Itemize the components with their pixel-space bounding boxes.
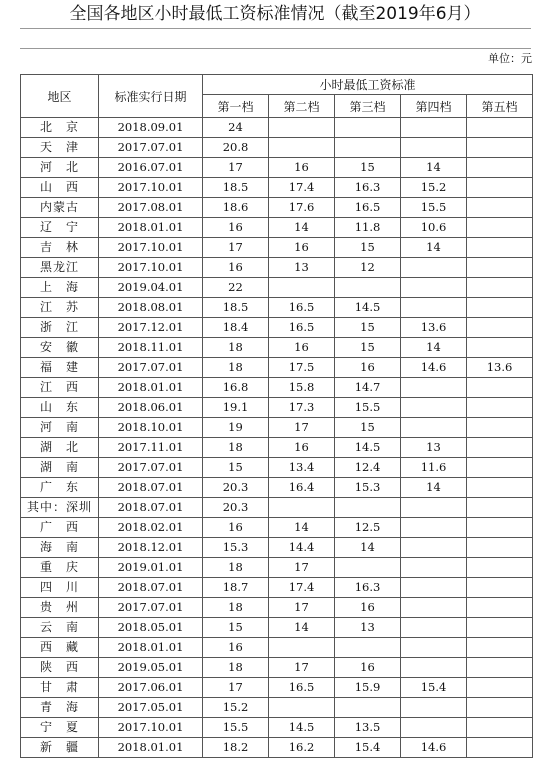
region-cell[interactable]: 河 北	[21, 158, 99, 178]
table-row	[21, 718, 533, 738]
wage-cell-tier-1[interactable]: 15.5	[203, 718, 269, 738]
region-cell[interactable]: 新 疆	[21, 738, 99, 758]
wage-cell-tier-2[interactable]: 16	[269, 238, 335, 258]
wage-cell-tier-1[interactable]: 15	[203, 458, 269, 478]
wage-cell-tier-5[interactable]	[467, 458, 533, 478]
wage-cell-tier-1[interactable]: 18	[203, 438, 269, 458]
region-cell[interactable]: 广 东	[21, 478, 99, 498]
table-row	[21, 138, 533, 158]
table-row	[21, 518, 533, 538]
table-row	[21, 498, 533, 518]
wage-cell-tier-1[interactable]: 20.3	[203, 498, 269, 518]
wage-cell-tier-2[interactable]	[269, 498, 335, 518]
date-cell[interactable]: 2017.10.01	[99, 238, 203, 258]
wage-cell-tier-1[interactable]: 18.5	[203, 298, 269, 318]
region-cell[interactable]: 福 建	[21, 358, 99, 378]
wage-cell-tier-4[interactable]	[401, 298, 467, 318]
wage-cell-tier-4[interactable]	[401, 138, 467, 158]
wage-cell-tier-4[interactable]	[401, 578, 467, 598]
wage-cell-tier-4[interactable]	[401, 398, 467, 418]
wage-cell-tier-2[interactable]: 16.5	[269, 298, 335, 318]
grid-line	[20, 48, 531, 49]
wage-cell-tier-4[interactable]: 14.6	[401, 738, 467, 758]
wage-cell-tier-5[interactable]	[467, 138, 533, 158]
wage-cell-tier-3[interactable]: 13	[335, 618, 401, 638]
wage-cell-tier-1[interactable]: 18	[203, 558, 269, 578]
wage-cell-tier-3[interactable]: 14.5	[335, 438, 401, 458]
wage-cell-tier-4[interactable]: 13	[401, 438, 467, 458]
wage-cell-tier-2[interactable]: 17	[269, 658, 335, 678]
table-row	[21, 278, 533, 298]
header-region: 地区	[21, 75, 99, 118]
wage-cell-tier-5[interactable]	[467, 538, 533, 558]
wage-cell-tier-1[interactable]: 16	[203, 518, 269, 538]
wage-cell-tier-3[interactable]: 16	[335, 598, 401, 618]
date-cell[interactable]: 2016.07.01	[99, 158, 203, 178]
wage-cell-tier-3[interactable]: 15	[335, 238, 401, 258]
date-cell[interactable]: 2018.08.01	[99, 298, 203, 318]
wage-cell-tier-4[interactable]	[401, 118, 467, 138]
date-cell[interactable]: 2018.05.01	[99, 618, 203, 638]
wage-cell-tier-3[interactable]: 12.5	[335, 518, 401, 538]
wage-cell-tier-2[interactable]	[269, 278, 335, 298]
region-cell[interactable]: 甘 肃	[21, 678, 99, 698]
date-cell[interactable]: 2019.05.01	[99, 658, 203, 678]
wage-cell-tier-1[interactable]: 20.3	[203, 478, 269, 498]
wage-cell-tier-2[interactable]: 16	[269, 338, 335, 358]
region-cell[interactable]: 山 东	[21, 398, 99, 418]
wage-cell-tier-4[interactable]: 11.6	[401, 458, 467, 478]
wage-cell-tier-1[interactable]: 17	[203, 678, 269, 698]
wage-cell-tier-3[interactable]: 15.9	[335, 678, 401, 698]
wage-cell-tier-1[interactable]: 15	[203, 618, 269, 638]
wage-cell-tier-2[interactable]: 17	[269, 558, 335, 578]
table-row	[21, 698, 533, 718]
wage-cell-tier-2[interactable]: 15.8	[269, 378, 335, 398]
wage-cell-tier-5[interactable]	[467, 658, 533, 678]
wage-cell-tier-4[interactable]	[401, 378, 467, 398]
wage-cell-tier-2[interactable]: 14.5	[269, 718, 335, 738]
region-cell[interactable]: 云 南	[21, 618, 99, 638]
wage-cell-tier-1[interactable]: 18.7	[203, 578, 269, 598]
wage-cell-tier-4[interactable]: 15.5	[401, 198, 467, 218]
table-row	[21, 658, 533, 678]
wage-cell-tier-2[interactable]: 16.4	[269, 478, 335, 498]
wage-cell-tier-5[interactable]	[467, 678, 533, 698]
wage-cell-tier-4[interactable]	[401, 498, 467, 518]
wage-cell-tier-1[interactable]: 17	[203, 238, 269, 258]
wage-cell-tier-5[interactable]	[467, 718, 533, 738]
date-cell[interactable]: 2017.05.01	[99, 698, 203, 718]
wage-cell-tier-4[interactable]: 14.6	[401, 358, 467, 378]
wage-cell-tier-3[interactable]	[335, 138, 401, 158]
table-row	[21, 218, 533, 238]
region-cell[interactable]: 青 海	[21, 698, 99, 718]
table-row	[21, 398, 533, 418]
table-body	[21, 118, 533, 758]
wage-cell-tier-4[interactable]	[401, 518, 467, 538]
date-cell[interactable]: 2019.01.01	[99, 558, 203, 578]
wage-cell-tier-1[interactable]: 16	[203, 638, 269, 658]
wage-cell-tier-4[interactable]: 14	[401, 158, 467, 178]
wage-cell-tier-5[interactable]: 13.6	[467, 358, 533, 378]
table-row	[21, 558, 533, 578]
wage-cell-tier-5[interactable]	[467, 738, 533, 758]
wage-cell-tier-5[interactable]	[467, 198, 533, 218]
wage-cell-tier-4[interactable]: 15.2	[401, 178, 467, 198]
table-row	[21, 258, 533, 278]
wage-cell-tier-2[interactable]	[269, 138, 335, 158]
wage-cell-tier-4[interactable]: 14	[401, 238, 467, 258]
wage-cell-tier-2[interactable]: 17.4	[269, 578, 335, 598]
wage-cell-tier-3[interactable]: 12.4	[335, 458, 401, 478]
date-cell[interactable]: 2018.12.01	[99, 538, 203, 558]
wage-cell-tier-4[interactable]	[401, 418, 467, 438]
table-row	[21, 638, 533, 658]
table-row	[21, 238, 533, 258]
wage-cell-tier-4[interactable]	[401, 558, 467, 578]
wage-cell-tier-2[interactable]: 14	[269, 618, 335, 638]
wage-cell-tier-5[interactable]	[467, 158, 533, 178]
header-wage-standard: 小时最低工资标准	[203, 75, 533, 95]
region-cell[interactable]: 重 庆	[21, 558, 99, 578]
wage-cell-tier-4[interactable]	[401, 618, 467, 638]
wage-cell-tier-5[interactable]	[467, 558, 533, 578]
wage-cell-tier-5[interactable]	[467, 338, 533, 358]
wage-cell-tier-4[interactable]: 14	[401, 338, 467, 358]
wage-cell-tier-5[interactable]	[467, 118, 533, 138]
wage-cell-tier-1[interactable]: 18.2	[203, 738, 269, 758]
table-row	[21, 158, 533, 178]
date-cell[interactable]: 2018.10.01	[99, 418, 203, 438]
wage-cell-tier-3[interactable]	[335, 638, 401, 658]
wage-cell-tier-3[interactable]: 16.3	[335, 178, 401, 198]
wage-cell-tier-2[interactable]: 14	[269, 218, 335, 238]
date-cell[interactable]: 2018.11.01	[99, 338, 203, 358]
wage-cell-tier-5[interactable]	[467, 698, 533, 718]
table-row	[21, 438, 533, 458]
date-cell[interactable]: 2017.08.01	[99, 198, 203, 218]
wage-cell-tier-5[interactable]	[467, 398, 533, 418]
wage-cell-tier-1[interactable]: 18.5	[203, 178, 269, 198]
wage-cell-tier-5[interactable]	[467, 178, 533, 198]
wage-cell-tier-3[interactable]: 14.7	[335, 378, 401, 398]
wage-cell-tier-5[interactable]	[467, 518, 533, 538]
table-row	[21, 738, 533, 758]
wage-cell-tier-2[interactable]: 16	[269, 438, 335, 458]
region-cell[interactable]: 山 西	[21, 178, 99, 198]
wage-cell-tier-1[interactable]: 15.2	[203, 698, 269, 718]
table-row	[21, 598, 533, 618]
wage-cell-tier-3[interactable]: 14.5	[335, 298, 401, 318]
table-row	[21, 118, 533, 138]
date-cell[interactable]: 2017.06.01	[99, 678, 203, 698]
wage-cell-tier-5[interactable]	[467, 298, 533, 318]
wage-cell-tier-1[interactable]: 19	[203, 418, 269, 438]
wage-cell-tier-2[interactable]: 17	[269, 598, 335, 618]
wage-cell-tier-5[interactable]	[467, 498, 533, 518]
table-row	[21, 678, 533, 698]
table-row	[21, 538, 533, 558]
region-cell[interactable]: 陕 西	[21, 658, 99, 678]
header-date: 标准实行日期	[99, 75, 203, 118]
wage-cell-tier-4[interactable]	[401, 658, 467, 678]
date-cell[interactable]: 2017.07.01	[99, 358, 203, 378]
wage-cell-tier-5[interactable]	[467, 638, 533, 658]
table-row	[21, 318, 533, 338]
region-cell[interactable]: 上 海	[21, 278, 99, 298]
region-cell[interactable]: 宁 夏	[21, 718, 99, 738]
wage-cell-tier-1[interactable]: 18	[203, 598, 269, 618]
unit-label: 单位：元	[488, 52, 532, 65]
wage-cell-tier-1[interactable]: 15.3	[203, 538, 269, 558]
date-cell[interactable]: 2018.06.01	[99, 398, 203, 418]
wage-cell-tier-3[interactable]: 16.3	[335, 578, 401, 598]
wage-cell-tier-3[interactable]: 16	[335, 358, 401, 378]
wage-cell-tier-2[interactable]	[269, 638, 335, 658]
region-cell[interactable]: 北 京	[21, 118, 99, 138]
header-tier-4: 第四档	[401, 95, 467, 118]
region-cell[interactable]: 安 徽	[21, 338, 99, 358]
region-cell[interactable]: 其中：深圳	[21, 498, 99, 518]
wage-cell-tier-3[interactable]: 12	[335, 258, 401, 278]
table-row	[21, 618, 533, 638]
wage-cell-tier-3[interactable]: 15.3	[335, 478, 401, 498]
wage-cell-tier-2[interactable]: 14.4	[269, 538, 335, 558]
table-row	[21, 418, 533, 438]
region-cell[interactable]: 广 西	[21, 518, 99, 538]
wage-cell-tier-5[interactable]	[467, 478, 533, 498]
region-cell[interactable]: 辽 宁	[21, 218, 99, 238]
region-cell[interactable]: 内蒙古	[21, 198, 99, 218]
wage-cell-tier-1[interactable]: 18	[203, 658, 269, 678]
region-cell[interactable]: 贵 州	[21, 598, 99, 618]
wage-cell-tier-4[interactable]: 13.6	[401, 318, 467, 338]
wage-cell-tier-3[interactable]: 15.4	[335, 738, 401, 758]
wage-cell-tier-5[interactable]	[467, 318, 533, 338]
wage-cell-tier-5[interactable]	[467, 258, 533, 278]
wage-cell-tier-4[interactable]: 15.4	[401, 678, 467, 698]
wage-cell-tier-1[interactable]: 22	[203, 278, 269, 298]
region-cell[interactable]: 湖 南	[21, 458, 99, 478]
wage-cell-tier-1[interactable]: 20.8	[203, 138, 269, 158]
date-cell[interactable]: 2017.07.01	[99, 138, 203, 158]
wage-cell-tier-2[interactable]: 16	[269, 158, 335, 178]
wage-cell-tier-4[interactable]	[401, 698, 467, 718]
grid-line	[20, 28, 531, 29]
region-cell[interactable]: 天 津	[21, 138, 99, 158]
wage-cell-tier-1[interactable]: 16	[203, 218, 269, 238]
date-cell[interactable]: 2017.10.01	[99, 718, 203, 738]
wage-cell-tier-3[interactable]: 14	[335, 538, 401, 558]
wage-cell-tier-4[interactable]	[401, 598, 467, 618]
region-cell[interactable]: 吉 林	[21, 238, 99, 258]
date-cell[interactable]: 2018.01.01	[99, 218, 203, 238]
wage-cell-tier-3[interactable]	[335, 278, 401, 298]
wage-cell-tier-5[interactable]	[467, 618, 533, 638]
table-row	[21, 378, 533, 398]
table-row	[21, 358, 533, 378]
header-tier-5: 第五档	[467, 95, 533, 118]
wage-cell-tier-5[interactable]	[467, 578, 533, 598]
date-cell[interactable]: 2019.04.01	[99, 278, 203, 298]
wage-cell-tier-1[interactable]: 18.6	[203, 198, 269, 218]
region-cell[interactable]: 黑龙江	[21, 258, 99, 278]
wage-cell-tier-2[interactable]: 13	[269, 258, 335, 278]
wage-cell-tier-3[interactable]	[335, 118, 401, 138]
wage-cell-tier-1[interactable]: 18.4	[203, 318, 269, 338]
wage-cell-tier-2[interactable]: 13.4	[269, 458, 335, 478]
wage-cell-tier-3[interactable]: 16.5	[335, 198, 401, 218]
wage-cell-tier-4[interactable]	[401, 718, 467, 738]
wage-cell-tier-2[interactable]: 17.5	[269, 358, 335, 378]
date-cell[interactable]: 2018.01.01	[99, 378, 203, 398]
table-row	[21, 458, 533, 478]
wage-cell-tier-4[interactable]	[401, 278, 467, 298]
header-tier-3: 第三档	[335, 95, 401, 118]
wage-cell-tier-5[interactable]	[467, 598, 533, 618]
region-cell[interactable]: 浙 江	[21, 318, 99, 338]
table-row	[21, 298, 533, 318]
header-tier-2: 第二档	[269, 95, 335, 118]
wage-cell-tier-1[interactable]: 24	[203, 118, 269, 138]
wage-cell-tier-2[interactable]: 14	[269, 518, 335, 538]
wage-cell-tier-3[interactable]: 15	[335, 418, 401, 438]
wage-cell-tier-3[interactable]: 16	[335, 658, 401, 678]
wage-cell-tier-5[interactable]	[467, 218, 533, 238]
wage-cell-tier-2[interactable]: 16.2	[269, 738, 335, 758]
region-cell[interactable]: 湖 北	[21, 438, 99, 458]
header-tier-1: 第一档	[203, 95, 269, 118]
date-cell[interactable]: 2018.02.01	[99, 518, 203, 538]
wage-cell-tier-3[interactable]	[335, 558, 401, 578]
date-cell[interactable]: 2018.07.01	[99, 498, 203, 518]
date-cell[interactable]: 2018.09.01	[99, 118, 203, 138]
wage-cell-tier-1[interactable]: 19.1	[203, 398, 269, 418]
wage-cell-tier-3[interactable]: 13.5	[335, 718, 401, 738]
wage-cell-tier-3[interactable]: 15.5	[335, 398, 401, 418]
region-cell[interactable]: 海 南	[21, 538, 99, 558]
wage-cell-tier-5[interactable]	[467, 438, 533, 458]
date-cell[interactable]: 2017.12.01	[99, 318, 203, 338]
date-cell[interactable]: 2018.01.01	[99, 738, 203, 758]
wage-cell-tier-2[interactable]: 17.3	[269, 398, 335, 418]
table-row	[21, 478, 533, 498]
wage-cell-tier-5[interactable]	[467, 278, 533, 298]
page-title: 全国各地区小时最低工资标准情况（截至2019年6月）	[69, 4, 481, 24]
wage-cell-tier-1[interactable]: 16	[203, 258, 269, 278]
wage-cell-tier-2[interactable]	[269, 118, 335, 138]
wage-cell-tier-4[interactable]	[401, 258, 467, 278]
wage-cell-tier-1[interactable]: 16.8	[203, 378, 269, 398]
wage-cell-tier-2[interactable]: 17.4	[269, 178, 335, 198]
wage-cell-tier-4[interactable]: 14	[401, 478, 467, 498]
date-cell[interactable]: 2018.01.01	[99, 638, 203, 658]
wage-cell-tier-3[interactable]: 15	[335, 338, 401, 358]
region-cell[interactable]: 河 南	[21, 418, 99, 438]
wage-cell-tier-3[interactable]: 11.8	[335, 218, 401, 238]
region-cell[interactable]: 江 西	[21, 378, 99, 398]
wage-cell-tier-5[interactable]	[467, 238, 533, 258]
region-cell[interactable]: 江 苏	[21, 298, 99, 318]
wage-cell-tier-2[interactable]: 16.5	[269, 678, 335, 698]
header-grid	[20, 28, 531, 74]
wage-cell-tier-5[interactable]	[467, 378, 533, 398]
wage-cell-tier-4[interactable]: 10.6	[401, 218, 467, 238]
region-cell[interactable]: 西 藏	[21, 638, 99, 658]
wage-cell-tier-2[interactable]	[269, 698, 335, 718]
wage-cell-tier-1[interactable]: 17	[203, 158, 269, 178]
wage-cell-tier-4[interactable]	[401, 638, 467, 658]
wage-cell-tier-3[interactable]	[335, 498, 401, 518]
date-cell[interactable]: 2017.11.01	[99, 438, 203, 458]
wage-cell-tier-2[interactable]: 16.5	[269, 318, 335, 338]
date-cell[interactable]: 2018.07.01	[99, 578, 203, 598]
date-cell[interactable]: 2017.07.01	[99, 598, 203, 618]
wage-cell-tier-1[interactable]: 18	[203, 358, 269, 378]
wage-cell-tier-3[interactable]: 15	[335, 158, 401, 178]
wage-cell-tier-3[interactable]	[335, 698, 401, 718]
wage-cell-tier-4[interactable]	[401, 538, 467, 558]
table-row	[21, 178, 533, 198]
wage-cell-tier-1[interactable]: 18	[203, 338, 269, 358]
region-cell[interactable]: 四 川	[21, 578, 99, 598]
wage-cell-tier-3[interactable]: 15	[335, 318, 401, 338]
wage-cell-tier-2[interactable]: 17.6	[269, 198, 335, 218]
table-row	[21, 198, 533, 218]
wage-table	[20, 74, 533, 758]
date-cell[interactable]: 2017.07.01	[99, 458, 203, 478]
wage-cell-tier-2[interactable]: 17	[269, 418, 335, 438]
table-row	[21, 338, 533, 358]
date-cell[interactable]: 2018.07.01	[99, 478, 203, 498]
date-cell[interactable]: 2017.10.01	[99, 258, 203, 278]
date-cell[interactable]: 2017.10.01	[99, 178, 203, 198]
table-row	[21, 578, 533, 598]
wage-cell-tier-5[interactable]	[467, 418, 533, 438]
